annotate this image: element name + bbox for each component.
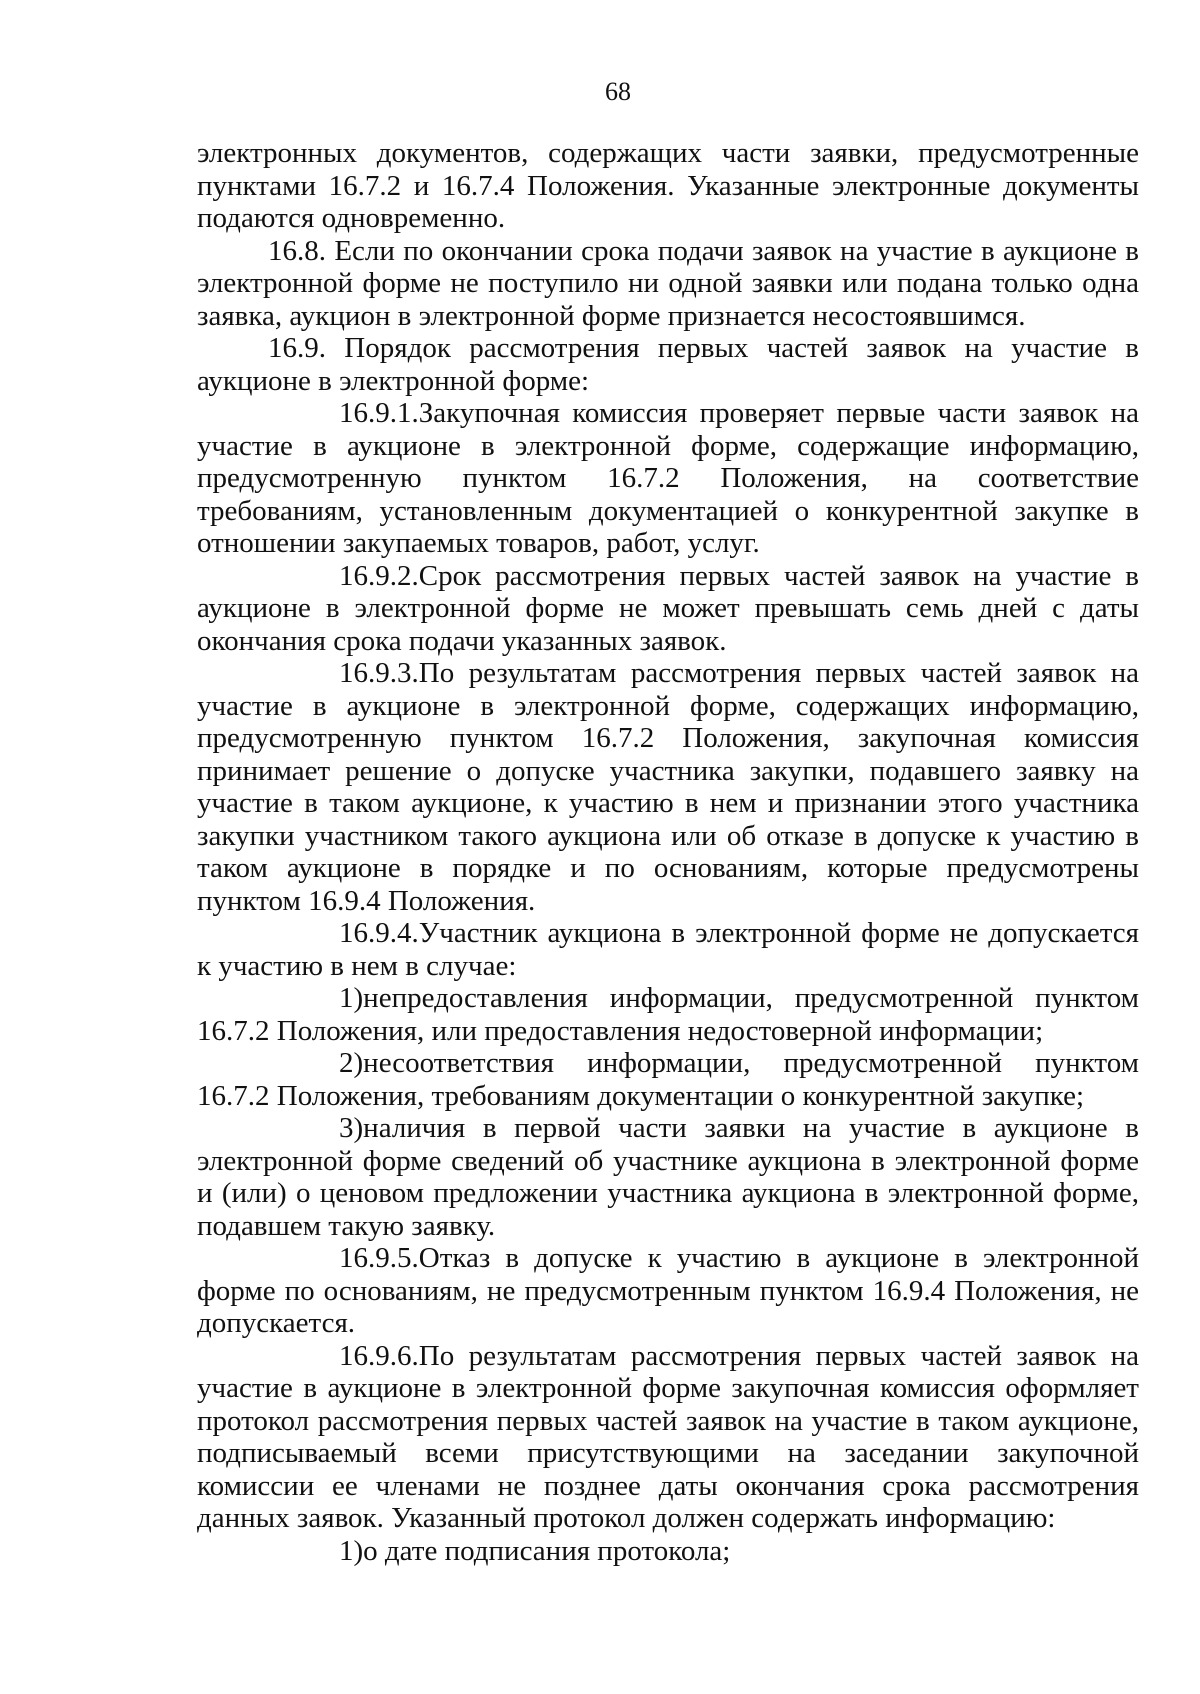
clause-number: 16.9.4.	[339, 917, 419, 949]
clause-number: 16.8.	[268, 234, 326, 267]
clause-text: Закупочная комиссия проверяет первые части заявок на участие в аукционе в электронной форме, содержащие информацию, предусмотренную пунктом 16.7.2 Положения, на соответствие требованиям, установленным документацией о конкурентной закупке в отношении закупаемых товаров, работ, услуг.	[197, 397, 1139, 559]
clause-text: Если по окончании срока подачи заявок на участие в аукционе в электронной форме не поступило ни одной заявки или подана только одна заявка, аукцион в электронной форме признается несостоявшимся.	[197, 234, 1140, 332]
clause-16-9-3	[197, 657, 1139, 917]
list-item-2	[197, 1047, 1139, 1112]
clause-16-9-6	[197, 1340, 1139, 1535]
list-item-number: 2)	[339, 1047, 364, 1079]
clause-16-9	[197, 332, 1139, 397]
list-item-number: 1)	[339, 982, 364, 1014]
page-number: 68	[605, 77, 631, 106]
clause-number: 16.9.	[268, 332, 326, 364]
list-item-number: 1)	[339, 1534, 364, 1567]
clause-number: 16.9.2.	[339, 559, 419, 592]
clause-text: По результатам рассмотрения первых частей заявок на участие в аукционе в электронной форме закупочная комиссия оформляет протокол рассмотрения первых частей заявок на участие в таком аукционе, подписываемый всеми присутствующими на заседании закупочной комиссии ее членами не позднее даты окончания срока рассмотрения данных заявок. Указанный протокол должен содержать информацию:	[197, 1339, 1139, 1534]
list-item-text: непредоставления информации, предусмотренной пунктом 16.7.2 Положения, или предоставления недостоверной информации;	[197, 982, 1139, 1047]
clause-text: По результатам рассмотрения первых частей заявок на участие в аукционе в электронной форме, содержащих информацию, предусмотренную пунктом 16.7.2 Положения, закупочная комиссия принимает решение о допуске участника закупки, подавшего заявку на участие в таком аукционе, к участию в нем и признании этого участника закупки участником такого аукциона или об отказе в допуске к участию в таком аукционе в порядке и по основаниям, которые предусмотрены пунктом 16.9.4 Положения.	[197, 657, 1139, 917]
clause-number: 16.9.3.	[339, 657, 419, 689]
paragraph-continuation	[197, 137, 1139, 235]
document-body	[197, 137, 1139, 1567]
list-item-3	[197, 1112, 1139, 1242]
list-item-number: 3)	[339, 1112, 364, 1144]
list-item-1	[197, 982, 1139, 1047]
clause-16-8	[197, 235, 1139, 333]
clause-16-9-5	[197, 1242, 1139, 1340]
clause-16-9-2	[197, 560, 1139, 658]
clause-number: 16.9.1.	[339, 397, 419, 429]
clause-number: 16.9.5.	[339, 1242, 419, 1274]
protocol-item-1	[197, 1535, 1139, 1568]
clause-text: Срок рассмотрения первых частей заявок на участие в аукционе в электронной форме не может превышать семь дней с даты окончания срока подачи указанных заявок.	[197, 559, 1139, 657]
clause-number: 16.9.6.	[339, 1339, 419, 1372]
clause-16-9-1	[197, 397, 1139, 560]
list-item-text: наличия в первой части заявки на участие в аукционе в электронной форме сведений об участнике аукциона в электронной форме и (или) о ценовом предложении участника аукциона в электронной форме, подавшем такую заявку.	[197, 1112, 1139, 1242]
list-item-text: несоответствия информации, предусмотренной пунктом 16.7.2 Положения, требованиям документации о конкурентной закупке;	[197, 1047, 1139, 1112]
clause-text: Порядок рассмотрения первых частей заявок на участие в аукционе в электронной форме:	[197, 332, 1139, 397]
clause-text: Отказ в допуске к участию в аукционе в электронной форме по основаниям, не предусмотренным пунктом 16.9.4 Положения, не допускается.	[197, 1242, 1139, 1339]
paragraph-text: электронных документов, содержащих части заявки, предусмотренные пунктами 16.7.2 и 16.7.4 Положения. Указанные электронные документы подаются одновременно.	[197, 137, 1139, 234]
clause-text: Участник аукциона в электронной форме не допускается к участию в нем в случае:	[197, 917, 1139, 982]
clause-16-9-4	[197, 917, 1139, 982]
list-item-text: о дате подписания протокола;	[363, 1534, 731, 1567]
